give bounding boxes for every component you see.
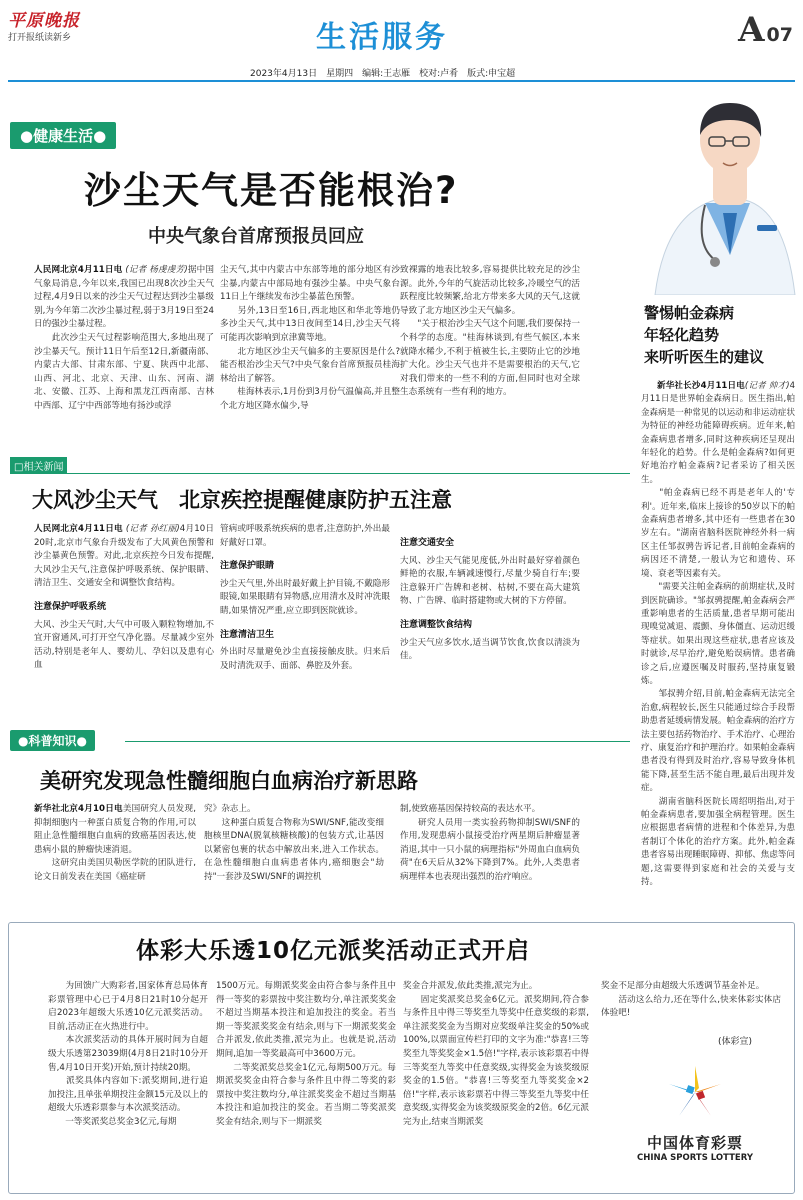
dateline: 2023年4月13日 星期四 编辑:王志雁 校对:卢肴 版式:申宝超 <box>250 69 516 79</box>
resp-text: 大风、沙尘天气时,大气中可吸入颗粒物增加,不宜开窗通风,可打开空气净化器。尽量减少室外活动,特别是老年人、婴幼儿、孕妇以及患有心血 <box>34 619 214 671</box>
paper-slogan: 打开报纸读新乡 <box>8 33 72 43</box>
article1-subhead: 中央气象台首席预报员回应 <box>148 226 364 247</box>
page-number <box>738 10 793 50</box>
diet-text: 沙尘天气应多饮水,适当调节饮食,饮食以清淡为佳。 <box>400 637 580 662</box>
logo-chinese: 中国体育彩票 <box>646 1134 743 1152</box>
paper-logo: 平原晚报 <box>8 11 80 31</box>
article2-col3 <box>400 523 580 664</box>
article1-headline: 沙尘天气是否能根治? <box>84 169 459 212</box>
health-life-label: ●健康生活● <box>10 122 116 149</box>
resp-subhead: 注意保护呼吸系统 <box>34 601 107 612</box>
clean-text: 外出时尽量避免沙尘直接接触皮肤。归来后及时清洗双手、面部、鼻腔及外套。 <box>220 647 390 671</box>
eye-text: 沙尘天气里,外出时最好戴上护目镜,不戴隐形眼镜,如果眼睛有异物感,应用清水及时冲洗眼睛,如果情况严重,应立即到医院就诊。 <box>220 578 390 616</box>
article2-headline: 大风沙尘天气 北京疾控提醒健康防护五注意 <box>32 488 452 512</box>
article3-lead: 新华社北京4月10日电 <box>34 804 123 814</box>
article1-col1 <box>34 264 214 414</box>
doctor-illustration <box>645 85 800 295</box>
article4-byline: (记者 帅才) <box>744 381 790 391</box>
section-title: 生活服务 <box>316 20 448 55</box>
article5-headline: 体彩大乐透10亿元派奖活动正式开启 <box>136 938 531 964</box>
masthead <box>0 0 803 80</box>
article2-lead: 人民网北京4月11日电 <box>34 524 123 534</box>
related-news-rule <box>10 473 630 474</box>
article4-lead: 新华社长沙4月11日电 <box>657 381 745 391</box>
article1-byline: (记者 杨虔虔芳) <box>125 265 188 275</box>
article2-col2-cont: 管病或呼吸系统疾病的患者,注意防护,外出最好戴好口罩。 <box>220 524 390 548</box>
article4-body <box>641 380 795 889</box>
article4-headline <box>644 302 794 368</box>
star-logo-icon <box>665 1062 725 1122</box>
clean-subhead: 注意清洁卫生 <box>220 629 275 640</box>
article5-col3: 奖金合并派发,依此类推,派完为止。 固定奖派奖总奖金6亿元。派奖期间,符合参与条件且中得三等奖至九等奖中任意奖级的彩票,单注派奖奖金为当期对应奖级单注奖金的50%或100%,以票面宣传栏打印的文字为准:"恭喜!三等奖至九等奖奖金×1.5倍!"字样,表示该彩票若中得三等奖至九等奖中任意奖级,实得奖金为该奖级原奖金的1.5倍。"恭喜!三等奖至九等奖奖金×2倍!"字样,表示该彩票若中得三等奖至九等奖中任意奖级,实得奖金为该奖级原奖金的2倍。6亿元派完为止,结束当期派奖 <box>403 981 589 1127</box>
science-rule <box>125 741 630 742</box>
article3-col2: 究》杂志上。 这种蛋白质复合物称为SWI/SNF,能改变细胞核里DNA(脱氧核糖核酸)的包装方式,让基因以紧密包裹的状态中解放出来,进入工作状态。在急性髓细胞白血病患者体内,癌细胞会"劫持"一套涉及SWI/SNF的调控机 <box>204 804 384 882</box>
article4-headline-line1: 警惕帕金森病 <box>644 304 735 322</box>
article1-col1-text: 据中国气象局消息,今年以来,我国已出现8次沙尘天气过程,4月9日以来的沙尘天气过程达到沙尘暴级别,为今年第二次沙尘暴过程,弱于3月19日至24日的强沙尘暴过程。 此次沙尘天气过程影响范围大,多地出现了沙尘暴天气。预计11日午后至12日,新疆南部、内蒙古大部、甘肃东部、宁夏、陕西中北部、山西、河北、北京、天津、山东、河南、湖北、安徽、江苏、上海和黑龙江西南部、吉林中西部、辽宁中西部等地有扬沙或浮 <box>34 265 214 411</box>
article1-lead: 人民网北京4月11日电 <box>34 265 123 275</box>
article3-headline: 美研究发现急性髓细胞白血病治疗新思路 <box>40 769 418 793</box>
article2-intro <box>34 523 214 591</box>
article2-byline: (记者 孙红丽) <box>125 524 180 534</box>
lottery-logo <box>630 1062 760 1182</box>
article5-col4: 奖金不足部分由超级大乐透调节基金补足。 活动这么给力,还在等什么,快来体彩实体店体验吧! <box>601 981 781 1019</box>
article3-col3: 制,使致癌基因保持较高的表达水平。 研究人员用一类实验药物抑制SWI/SNF的作用,发现患病小鼠接受治疗两星期后肿瘤显著消退,其中一只小鼠的病理指标"外周血白血病负荷"在6天后从32%下降到7%。此外,人类患者病理样本也表现出强烈的治疗响应。 <box>400 804 580 882</box>
article3-col1-text: 美国研究人员发现,抑制细胞内一种蛋白质复合物的作用,可以阻止急性髓细胞白血病的致癌基因表达,使患病小鼠的肿瘤快速消退。 这研究由美国贝勒医学院的团队进行,论文日前发表在美国《癌症研 <box>34 804 196 882</box>
article1-col3: 致裸露的地表比较多,容易提供比较充足的沙尘源。此外,今年的气旋活动比较多,冷暖空气的活跃程度比较频繁,给北方带来多大风的天气,这就导致了北方地区沙尘天气偏多。 "关于根治沙尘天气这个问题,我们要保持一个科学的态度。"桂海林谈到,有些气候区,本来就降水稀少,不利于植被生长,主要防止它的沙地扩大化。沙尘天气也并不是需要根治的天气,它对我们带来的一些不利的方面,但同时也对全球生态系统有一些有利的地方。 <box>400 265 580 398</box>
page-digits: 07 <box>766 24 793 46</box>
related-news-label: □相关新闻 <box>10 457 67 474</box>
diet-subhead: 注意调整饮食结构 <box>400 619 473 630</box>
article5-col1: 为回馈广大购彩者,国家体育总局体育彩票管理中心已于4月8日21时10分起开启2023年超级大乐透10亿元派奖活动。目前,活动正在火热进行中。 本次派奖活动的具体开展时间为自超级大乐透第23039期(4月8日21时10分开售,4月10日开奖)开始,预计持续20期。 派奖具体内容如下:派奖期间,进行追加投注,且单张单期投注金额15元及以上的超级大乐透彩票参与本次派奖活动。 一等奖派奖总奖金3亿元,每期 <box>48 981 208 1127</box>
masthead-rule <box>8 80 795 82</box>
traffic-subhead: 注意交通安全 <box>400 538 455 548</box>
article4-headline-line3: 来听听医生的建议 <box>644 348 765 366</box>
page-letter: A <box>738 10 765 50</box>
article5-col2: 1500万元。每期派奖奖金由符合参与条件且中得一等奖的彩票按中奖注数均分,单注派奖奖金不超过当期基本投注和追加投注的奖金。若当期一等奖派奖奖金有结余,则与下一期派奖奖金合并派发,依此类推,派完为止。也就是说,活动期间,追加一等奖最高可中3600万元。 二等奖派奖总奖金1亿元,每期500万元。每期派奖奖金由符合参与条件且中得二等奖的彩票按中奖注数均分,单注派奖奖金不超过当期基本投注和追加投注的奖金。若当期二等奖派奖奖金有结余,则与下一期派奖 <box>216 981 396 1127</box>
article2-col1 <box>34 523 214 673</box>
article2-intro-text: 4月10日20时,北京市气象台升级发布了大风黄色预警和沙尘暴黄色预警。对此,北京疾控今日发布提醒,大风沙尘天气,注意保护呼吸系统、保护眼睛、清洁卫生、交通安全和调整饮食结构。 <box>34 524 215 589</box>
article2-col2 <box>220 523 390 673</box>
traffic-text: 大风、沙尘天气能见度低,外出时最好穿着颜色鲜艳的衣服,车辆减速慢行,尽量少骑自行车;要注意躲开广告牌和老树、枯树,不要在高大建筑物、广告牌、临时搭建物或大树的下方停留。 <box>400 555 580 607</box>
article4-headline-line2: 年轻化趋势 <box>644 326 720 344</box>
article5-signature: (体彩宣) <box>718 1037 753 1047</box>
eye-subhead: 注意保护眼睛 <box>220 561 275 572</box>
article3-col1 <box>34 803 196 885</box>
science-label: ●科普知识● <box>10 730 95 751</box>
article1-col2: 尘天气,其中内蒙古中东部等地的部分地区有沙尘暴,内蒙古中部局地有强沙尘暴。中央气象台11日上午继续发布沙尘暴蓝色预警。 另外,13日至16日,西北地区和华北等地仍多沙尘天气,其中13日夜间至14日,沙尘天气将可能再次影响到京津冀等地。 北方地区沙尘天气偏多的主要原因是什么?能否根治沙尘天气?中央气象台首席预报员桂海林给出了解答。 桂海林表示,1月份到3月份气温偏高,并且整个北方地区降水偏少,导 <box>220 265 400 411</box>
article4-text: 4月11日是世界帕金森病日。医生指出,帕金森病是一种常见的以运动和非运动症状为特征的神经功能障碍疾病。近年来,帕金森病患者增多,同时这种疾病还呈现出年轻化的趋势。什么是帕金森病?如何更好地治疗帕金森病?记者采访了相关医生。 "帕金森病已经不再是老年人的'专利'。近年来,临床上接诊的50岁以下的帕金森病患者增多,其中还有一些患者在30岁左右。"湖南省脑科医院神经外科一病区主任邹叔骋告诉记者,目前帕金森病的病因还不清楚,一般认为它和遗传、环境、衰老等因素有关。 "需要关注帕金森病的前期症状,及时到医院确诊。"邹叔骋提醒,帕金森病会严重影响患者的生活质量,患者早期可能出现嗅觉减退、震颤、身体僵直、运动迟缓等症状。如果出现这些症状,患者应该及时就诊,尽早治疗,避免贻误病情。患者确诊之后,应遵医嘱及时服药,坚持康复锻炼。 邹叔骋介绍,目前,帕金森病无法完全治愈,病程较长,医生只能通过综合手段帮助患者延缓病情发展。帕金森病的治疗方法主要包括药物治疗、手术治疗、心理治疗、康复治疗和护理治疗。如果帕金森病患者没有得到及时治疗,容易导致身体机能下降,甚至生活不能自理,最后出现并发症。 湖南省脑科医院长周绍明指出,对于帕金森病患者,要加强全病程管理。医生应根据患者病情的进程和个体差异,为患者制订个体化的治疗方案。此外,帕金森患者容易出现睡眠障碍、抑郁、焦虑等问题,这需要得到家庭和社会的关爱与支持。 <box>641 381 795 888</box>
logo-english: CHINA SPORTS LOTTERY <box>637 1153 753 1163</box>
